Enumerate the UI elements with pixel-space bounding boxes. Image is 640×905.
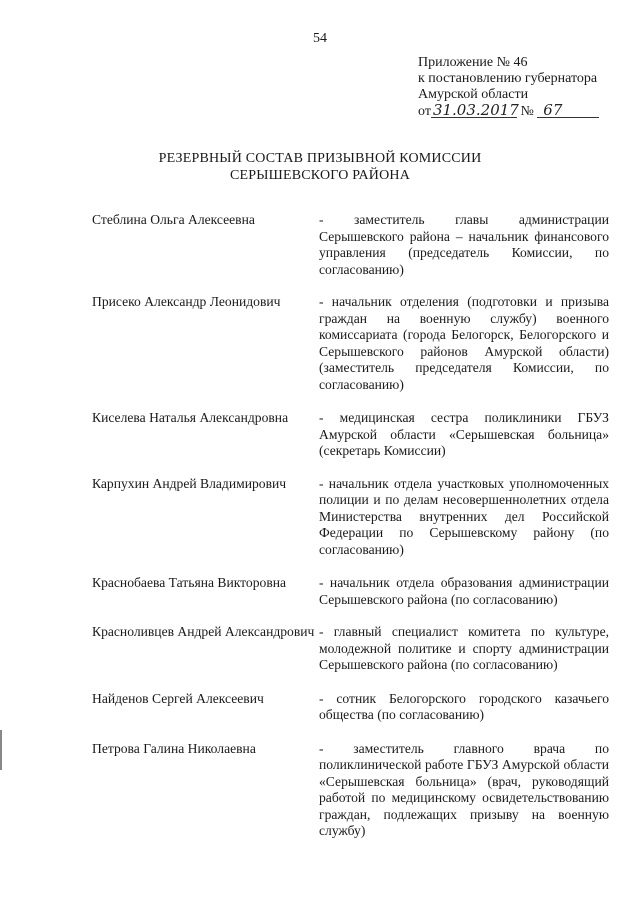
- title-line-2: СЕРЫШЕВСКОГО РАЙОНА: [229, 168, 411, 183]
- title-line-1: РЕЗЕРВНЫЙ СОСТАВ ПРИЗЫВНОЙ КОМИССИИ: [158, 151, 482, 166]
- handwritten-date: 31.03.2017: [432, 101, 519, 119]
- member-name: Карпухин Андрей Владимирович: [92, 475, 287, 491]
- member-role: - начальник отдела участковых уполномоченных полиции и по делам несовершеннолетних отдела Министерства внутренних дел Российской Федерации по Серышевскому району (по согласованию): [319, 475, 609, 557]
- member-role: - заместитель главы администрации Серышевского района – начальник финансового управления (председатель Комиссии, по согласованию): [319, 212, 609, 277]
- member-name: Стеблина Ольга Алексеевна: [92, 212, 255, 227]
- appendix-reference: к постановлению губернатора: [418, 71, 598, 86]
- member-name: Красноливцев Андрей Александрович: [92, 624, 315, 639]
- member-role: - медицинская сестра поликлиники ГБУЗ Амурской области «Серышевская больница» (секретарь Комиссии): [319, 410, 609, 458]
- member-role: - сотник Белогорского городского казачьего общества (по согласованию): [319, 690, 609, 722]
- member-name: Краснобаева Татьяна Викторовна: [92, 575, 287, 590]
- member-role: - начальник отдела образования администрации Серышевского района (по согласованию): [319, 575, 609, 607]
- member-role: - начальник отделения (подготовки и призыва граждан на военную службу) военного комиссариата (города Белогорск, Белогорского и Серышевского районов Амурской области) (заместитель председателя Комиссии, по согласованию): [319, 294, 609, 392]
- member-row: [92, 575, 612, 608]
- member-row: [92, 476, 612, 559]
- document-title: [0, 150, 640, 184]
- member-role: - заместитель главного врача по поликлинической работе ГБУЗ Амурской области «Серышевская больница» (врач, руководящий работой по медицинскому освидетельствованию граждан, подлежащих призыву на военную службу): [319, 740, 609, 838]
- member-name: Киселева Наталья Александровна: [92, 410, 289, 425]
- appendix-region: Амурской области: [418, 87, 529, 102]
- member-row: [92, 410, 612, 460]
- number-prefix: №: [520, 104, 534, 119]
- member-row: [92, 691, 612, 724]
- members-list: [92, 212, 612, 840]
- member-row: [92, 212, 612, 278]
- member-role: - главный специалист комитета по культуре, молодежной политике и спорту администрации Серышевского района (по согласованию): [319, 624, 609, 672]
- member-name: Найденов Сергей Алексеевич: [92, 690, 264, 706]
- appendix-title: Приложение № 46: [418, 55, 528, 70]
- member-name: Петрова Галина Николаевна: [92, 740, 256, 756]
- handwritten-number: 67: [537, 103, 599, 118]
- member-row: [92, 741, 612, 840]
- member-row: [92, 294, 612, 393]
- member-name: Присеко Александр Леонидович: [92, 294, 281, 309]
- page-number: 54: [313, 31, 327, 46]
- appendix-block: [418, 55, 599, 120]
- appendix-date-number: [418, 103, 599, 120]
- scan-edge-mark: [0, 730, 2, 770]
- member-row: [92, 624, 612, 674]
- date-prefix: от: [418, 104, 431, 119]
